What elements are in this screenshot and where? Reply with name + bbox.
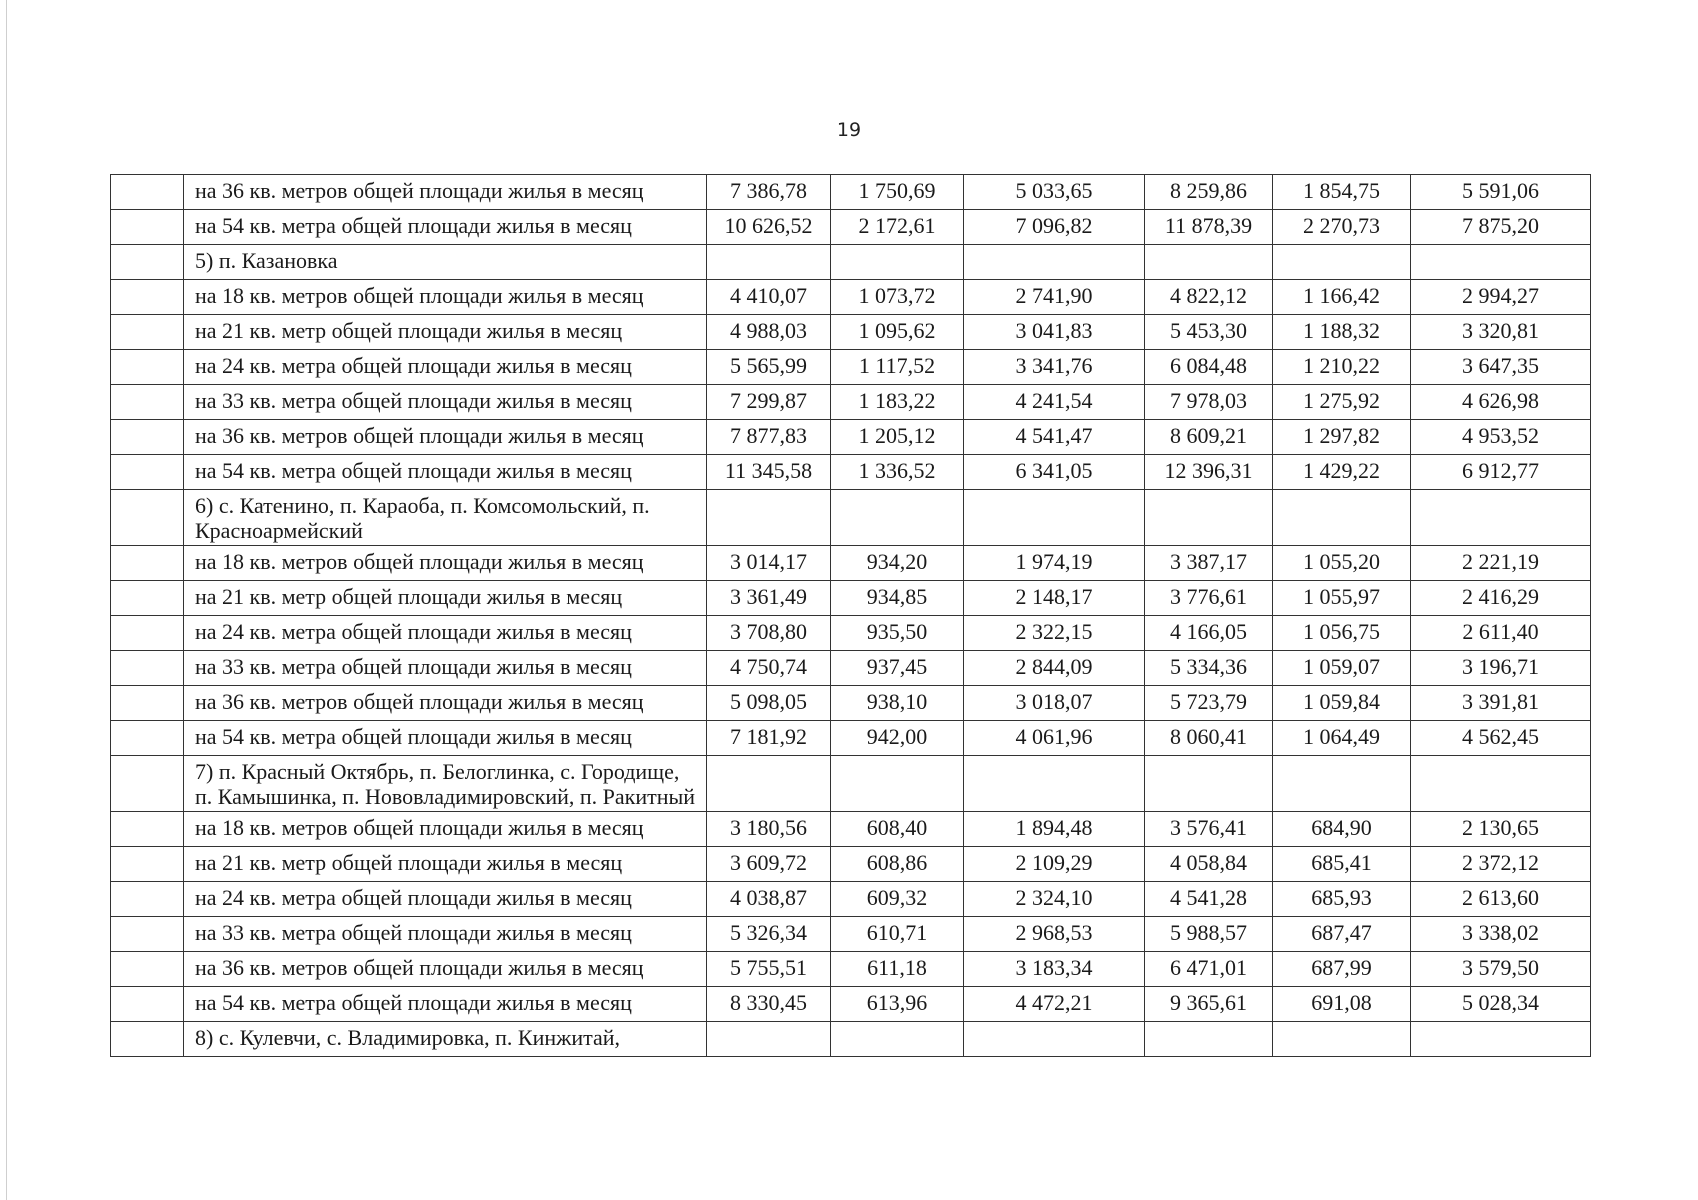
table-row — [111, 987, 1591, 1022]
section-row — [111, 245, 1591, 280]
tariff-table-body — [111, 175, 1591, 1057]
value-cell: 6 084,48 — [1145, 350, 1273, 385]
value-cell: 610,71 — [831, 917, 964, 952]
value-cell: 12 396,31 — [1145, 455, 1273, 490]
row-index-cell — [111, 385, 184, 420]
value-cell: 685,93 — [1273, 882, 1411, 917]
value-cell — [1411, 245, 1591, 280]
value-cell: 8 609,21 — [1145, 420, 1273, 455]
value-cell: 1 183,22 — [831, 385, 964, 420]
value-cell: 2 613,60 — [1411, 882, 1591, 917]
table-row — [111, 350, 1591, 385]
value-cell — [964, 1022, 1145, 1057]
table-row — [111, 952, 1591, 987]
value-cell: 1 095,62 — [831, 315, 964, 350]
row-label: на 21 кв. метр общей площади жилья в месяц — [184, 315, 707, 350]
value-cell: 3 361,49 — [707, 581, 831, 616]
row-index-cell — [111, 175, 184, 210]
table-row — [111, 210, 1591, 245]
value-cell: 1 974,19 — [964, 546, 1145, 581]
row-index-cell — [111, 1022, 184, 1057]
value-cell: 3 041,83 — [964, 315, 1145, 350]
row-index-cell — [111, 581, 184, 616]
value-cell: 5 755,51 — [707, 952, 831, 987]
value-cell: 7 181,92 — [707, 721, 831, 756]
row-label: на 21 кв. метр общей площади жилья в месяц — [184, 581, 707, 616]
value-cell: 4 038,87 — [707, 882, 831, 917]
value-cell: 1 336,52 — [831, 455, 964, 490]
tariff-table — [110, 174, 1591, 1057]
table-row — [111, 721, 1591, 756]
value-cell: 934,20 — [831, 546, 964, 581]
value-cell: 2 968,53 — [964, 917, 1145, 952]
table-row — [111, 847, 1591, 882]
row-label: на 36 кв. метров общей площади жилья в месяц — [184, 686, 707, 721]
value-cell: 1 073,72 — [831, 280, 964, 315]
value-cell: 4 541,47 — [964, 420, 1145, 455]
row-index-cell — [111, 420, 184, 455]
value-cell: 10 626,52 — [707, 210, 831, 245]
value-cell: 938,10 — [831, 686, 964, 721]
value-cell: 608,40 — [831, 812, 964, 847]
value-cell: 608,86 — [831, 847, 964, 882]
row-label: на 24 кв. метра общей площади жилья в месяц — [184, 882, 707, 917]
value-cell: 1 854,75 — [1273, 175, 1411, 210]
value-cell: 5 326,34 — [707, 917, 831, 952]
value-cell — [1145, 490, 1273, 546]
value-cell: 5 098,05 — [707, 686, 831, 721]
value-cell: 1 210,22 — [1273, 350, 1411, 385]
value-cell: 1 188,32 — [1273, 315, 1411, 350]
row-label: на 18 кв. метров общей площади жилья в месяц — [184, 812, 707, 847]
value-cell: 7 299,87 — [707, 385, 831, 420]
row-label: на 54 кв. метра общей площади жилья в месяц — [184, 987, 707, 1022]
section-label: 7) п. Красный Октябрь, п. Белоглинка, с. Городище, п. Камышинка, п. Нововладимировский, п. Ракитный — [184, 756, 707, 812]
value-cell: 934,85 — [831, 581, 964, 616]
value-cell: 6 341,05 — [964, 455, 1145, 490]
value-cell: 2 611,40 — [1411, 616, 1591, 651]
value-cell — [831, 756, 964, 812]
table-row — [111, 315, 1591, 350]
row-index-cell — [111, 917, 184, 952]
value-cell: 3 341,76 — [964, 350, 1145, 385]
value-cell: 3 647,35 — [1411, 350, 1591, 385]
value-cell: 1 894,48 — [964, 812, 1145, 847]
value-cell — [964, 756, 1145, 812]
value-cell: 1 275,92 — [1273, 385, 1411, 420]
value-cell — [831, 1022, 964, 1057]
value-cell: 4 241,54 — [964, 385, 1145, 420]
value-cell — [1411, 756, 1591, 812]
table-row — [111, 175, 1591, 210]
value-cell: 5 723,79 — [1145, 686, 1273, 721]
value-cell: 4 750,74 — [707, 651, 831, 686]
row-index-cell — [111, 280, 184, 315]
value-cell: 687,99 — [1273, 952, 1411, 987]
value-cell: 6 912,77 — [1411, 455, 1591, 490]
value-cell: 935,50 — [831, 616, 964, 651]
table-row — [111, 420, 1591, 455]
row-index-cell — [111, 812, 184, 847]
value-cell: 4 953,52 — [1411, 420, 1591, 455]
table-row — [111, 651, 1591, 686]
value-cell: 8 060,41 — [1145, 721, 1273, 756]
row-index-cell — [111, 756, 184, 812]
row-index-cell — [111, 210, 184, 245]
value-cell: 5 565,99 — [707, 350, 831, 385]
section-row — [111, 1022, 1591, 1057]
table-row — [111, 686, 1591, 721]
value-cell: 1 055,20 — [1273, 546, 1411, 581]
value-cell: 7 386,78 — [707, 175, 831, 210]
row-index-cell — [111, 882, 184, 917]
value-cell — [1273, 245, 1411, 280]
value-cell — [1411, 490, 1591, 546]
value-cell: 1 429,22 — [1273, 455, 1411, 490]
value-cell: 691,08 — [1273, 987, 1411, 1022]
value-cell: 2 324,10 — [964, 882, 1145, 917]
value-cell: 9 365,61 — [1145, 987, 1273, 1022]
row-index-cell — [111, 455, 184, 490]
value-cell: 5 453,30 — [1145, 315, 1273, 350]
value-cell — [707, 756, 831, 812]
section-label: 5) п. Казановка — [184, 245, 707, 280]
value-cell: 2 372,12 — [1411, 847, 1591, 882]
value-cell: 3 609,72 — [707, 847, 831, 882]
value-cell: 2 130,65 — [1411, 812, 1591, 847]
row-index-cell — [111, 651, 184, 686]
value-cell: 4 058,84 — [1145, 847, 1273, 882]
row-label: на 54 кв. метра общей площади жилья в месяц — [184, 721, 707, 756]
value-cell: 1 059,07 — [1273, 651, 1411, 686]
row-index-cell — [111, 350, 184, 385]
value-cell — [831, 245, 964, 280]
value-cell — [1145, 245, 1273, 280]
section-label: 8) с. Кулевчи, с. Владимировка, п. Кинжитай, — [184, 1022, 707, 1057]
value-cell: 11 345,58 — [707, 455, 831, 490]
value-cell: 2 148,17 — [964, 581, 1145, 616]
value-cell: 3 776,61 — [1145, 581, 1273, 616]
value-cell: 7 875,20 — [1411, 210, 1591, 245]
row-index-cell — [111, 546, 184, 581]
value-cell: 2 741,90 — [964, 280, 1145, 315]
value-cell: 7 096,82 — [964, 210, 1145, 245]
value-cell: 5 334,36 — [1145, 651, 1273, 686]
section-row — [111, 756, 1591, 812]
value-cell: 4 562,45 — [1411, 721, 1591, 756]
section-row — [111, 490, 1591, 546]
value-cell — [1273, 490, 1411, 546]
value-cell — [1273, 1022, 1411, 1057]
value-cell: 2 109,29 — [964, 847, 1145, 882]
value-cell: 1 166,42 — [1273, 280, 1411, 315]
value-cell: 2 416,29 — [1411, 581, 1591, 616]
value-cell: 5 033,65 — [964, 175, 1145, 210]
row-index-cell — [111, 686, 184, 721]
value-cell: 3 196,71 — [1411, 651, 1591, 686]
row-label: на 24 кв. метра общей площади жилья в месяц — [184, 616, 707, 651]
value-cell: 3 391,81 — [1411, 686, 1591, 721]
value-cell: 4 541,28 — [1145, 882, 1273, 917]
value-cell: 4 988,03 — [707, 315, 831, 350]
value-cell: 937,45 — [831, 651, 964, 686]
row-label: на 24 кв. метра общей площади жилья в месяц — [184, 350, 707, 385]
value-cell — [707, 245, 831, 280]
value-cell: 3 014,17 — [707, 546, 831, 581]
row-label: на 33 кв. метра общей площади жилья в месяц — [184, 651, 707, 686]
value-cell: 1 205,12 — [831, 420, 964, 455]
value-cell: 3 180,56 — [707, 812, 831, 847]
table-row — [111, 546, 1591, 581]
table-row — [111, 812, 1591, 847]
value-cell: 1 117,52 — [831, 350, 964, 385]
value-cell: 1 056,75 — [1273, 616, 1411, 651]
section-label: 6) с. Катенино, п. Караоба, п. Комсомольский, п. Красноармейский — [184, 490, 707, 546]
value-cell: 1 059,84 — [1273, 686, 1411, 721]
row-label: на 33 кв. метра общей площади жилья в месяц — [184, 917, 707, 952]
value-cell: 4 166,05 — [1145, 616, 1273, 651]
value-cell — [831, 490, 964, 546]
value-cell: 942,00 — [831, 721, 964, 756]
scan-edge-line — [6, 0, 7, 1200]
value-cell: 1 750,69 — [831, 175, 964, 210]
value-cell: 685,41 — [1273, 847, 1411, 882]
value-cell: 1 064,49 — [1273, 721, 1411, 756]
row-index-cell — [111, 721, 184, 756]
value-cell: 2 322,15 — [964, 616, 1145, 651]
value-cell: 3 018,07 — [964, 686, 1145, 721]
value-cell: 609,32 — [831, 882, 964, 917]
value-cell: 4 061,96 — [964, 721, 1145, 756]
value-cell: 1 297,82 — [1273, 420, 1411, 455]
value-cell: 2 994,27 — [1411, 280, 1591, 315]
value-cell: 4 410,07 — [707, 280, 831, 315]
value-cell: 687,47 — [1273, 917, 1411, 952]
row-label: на 33 кв. метра общей площади жилья в месяц — [184, 385, 707, 420]
value-cell: 3 387,17 — [1145, 546, 1273, 581]
table-row — [111, 455, 1591, 490]
value-cell: 1 055,97 — [1273, 581, 1411, 616]
row-label: на 36 кв. метров общей площади жилья в месяц — [184, 952, 707, 987]
value-cell: 5 028,34 — [1411, 987, 1591, 1022]
value-cell: 4 626,98 — [1411, 385, 1591, 420]
row-label: на 54 кв. метра общей площади жилья в месяц — [184, 210, 707, 245]
value-cell: 8 330,45 — [707, 987, 831, 1022]
row-index-cell — [111, 952, 184, 987]
value-cell: 5 591,06 — [1411, 175, 1591, 210]
value-cell — [964, 490, 1145, 546]
value-cell — [1411, 1022, 1591, 1057]
value-cell: 5 988,57 — [1145, 917, 1273, 952]
row-label: на 36 кв. метров общей площади жилья в месяц — [184, 175, 707, 210]
value-cell: 7 877,83 — [707, 420, 831, 455]
value-cell: 4 822,12 — [1145, 280, 1273, 315]
value-cell: 8 259,86 — [1145, 175, 1273, 210]
table-row — [111, 280, 1591, 315]
row-label: на 18 кв. метров общей площади жилья в месяц — [184, 280, 707, 315]
value-cell: 6 471,01 — [1145, 952, 1273, 987]
value-cell: 3 576,41 — [1145, 812, 1273, 847]
value-cell: 2 172,61 — [831, 210, 964, 245]
value-cell: 613,96 — [831, 987, 964, 1022]
row-index-cell — [111, 245, 184, 280]
value-cell: 4 472,21 — [964, 987, 1145, 1022]
page-number: 19 — [836, 119, 862, 141]
table-row — [111, 581, 1591, 616]
row-label: на 18 кв. метров общей площади жилья в месяц — [184, 546, 707, 581]
value-cell: 2 221,19 — [1411, 546, 1591, 581]
table-row — [111, 882, 1591, 917]
value-cell: 11 878,39 — [1145, 210, 1273, 245]
row-label: на 54 кв. метра общей площади жилья в месяц — [184, 455, 707, 490]
value-cell: 3 183,34 — [964, 952, 1145, 987]
table-row — [111, 616, 1591, 651]
value-cell: 3 338,02 — [1411, 917, 1591, 952]
row-label: на 36 кв. метров общей площади жилья в месяц — [184, 420, 707, 455]
value-cell — [1273, 756, 1411, 812]
row-index-cell — [111, 847, 184, 882]
value-cell: 7 978,03 — [1145, 385, 1273, 420]
value-cell — [707, 490, 831, 546]
row-index-cell — [111, 315, 184, 350]
value-cell: 3 708,80 — [707, 616, 831, 651]
value-cell: 3 320,81 — [1411, 315, 1591, 350]
row-index-cell — [111, 987, 184, 1022]
value-cell — [707, 1022, 831, 1057]
value-cell: 3 579,50 — [1411, 952, 1591, 987]
table-row — [111, 385, 1591, 420]
value-cell: 684,90 — [1273, 812, 1411, 847]
value-cell: 2 844,09 — [964, 651, 1145, 686]
table-row — [111, 917, 1591, 952]
value-cell — [1145, 1022, 1273, 1057]
value-cell: 2 270,73 — [1273, 210, 1411, 245]
value-cell: 611,18 — [831, 952, 964, 987]
row-label: на 21 кв. метр общей площади жилья в месяц — [184, 847, 707, 882]
row-index-cell — [111, 490, 184, 546]
value-cell — [1145, 756, 1273, 812]
value-cell — [964, 245, 1145, 280]
row-index-cell — [111, 616, 184, 651]
